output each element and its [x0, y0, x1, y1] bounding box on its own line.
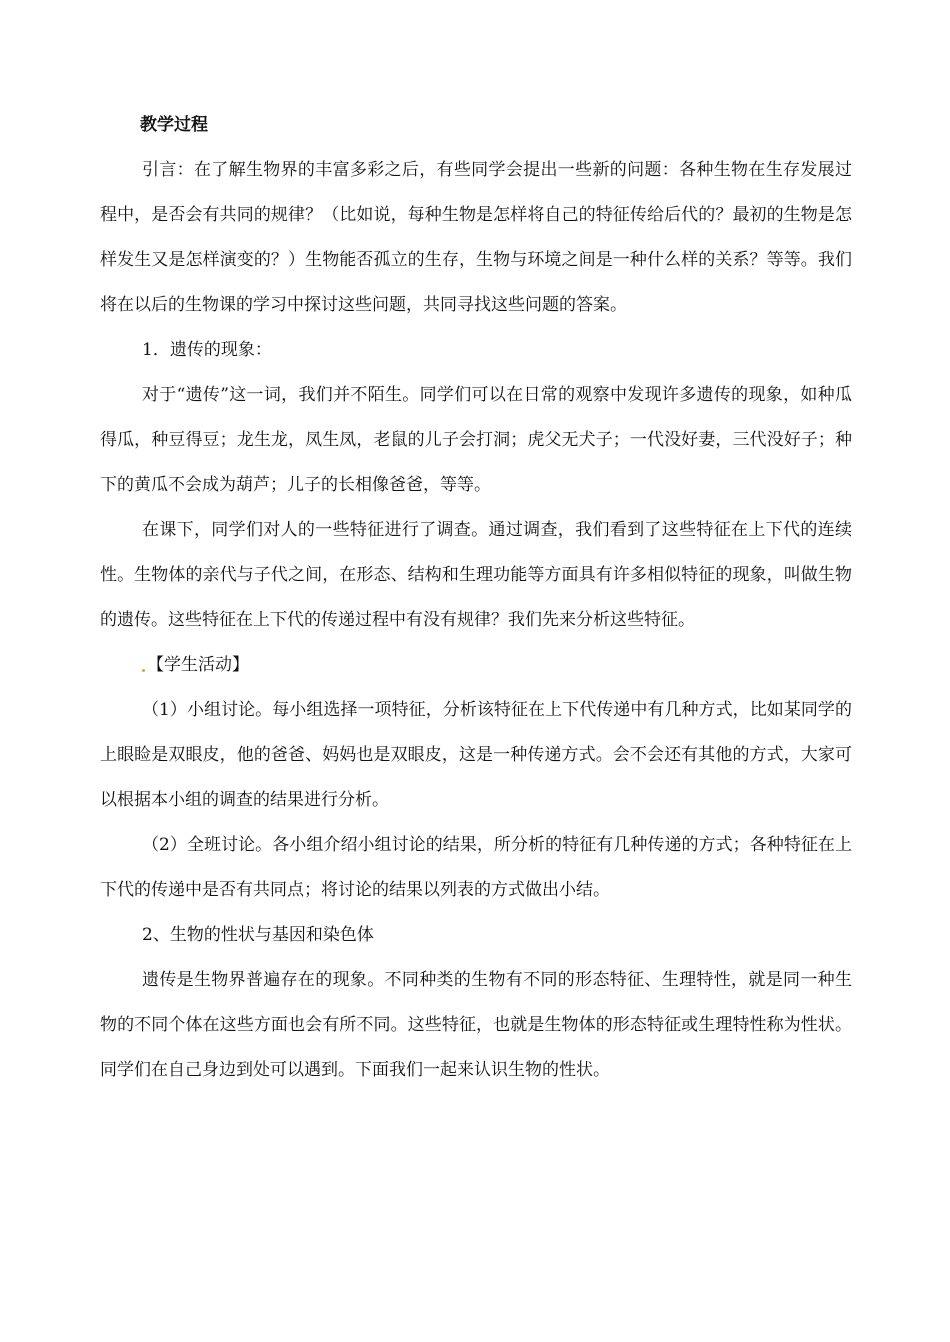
page-heading: 教学过程 — [140, 115, 208, 135]
section-1-title: 1．遗传的现象： — [142, 340, 272, 360]
marker-dot — [142, 669, 145, 672]
document-page — [100, 110, 852, 1093]
activity-item-1: （1）小组讨论。每小组选择一项特征，分析该特征在上下代传递中有几种方式，比如某同学的上眼睑是双眼皮，他的爸爸、妈妈也是双眼皮，这是一种传递方式。会不会还有其他的方式，大家可以根据本小组的调查的结果进行分析。 — [100, 700, 852, 810]
section-1-paragraph-1: 对于“遗传”这一词，我们并不陌生。同学们可以在日常的观察中发现许多遗传的现象，如种瓜得瓜，种豆得豆；龙生龙，凤生凤，老鼠的儿子会打洞；虎父无犬子；一代没好妻，三代没好子；种下的黄瓜不会成为葫芦；儿子的长相像爸爸，等等。 — [100, 385, 852, 495]
section-1-paragraph-2: 在课下，同学们对人的一些特征进行了调查。通过调查，我们看到了这些特征在上下代的连续性。生物体的亲代与子代之间，在形态、结构和生理功能等方面具有许多相似特征的现象，叫做生物的遗传。这些特征在上下代的传递过程中有没有规律？我们先来分析这些特征。 — [100, 520, 852, 630]
section-2-paragraph-1: 遗传是生物界普遍存在的现象。不同种类的生物有不同的形态特征、生理特性，就是同一种生物的不同个体在这些方面也会有所不同。这些特征，也就是生物体的形态特征或生理特性称为性状。同学们在自己身边到处可以遇到。下面我们一起来认识生物的性状。 — [100, 970, 852, 1080]
student-activity-label — [100, 643, 852, 688]
activity-item-2: （2）全班讨论。各小组介绍小组讨论的结果，所分析的特征有几种传递的方式；各种特征在上下代的传递中是否有共同点；将讨论的结果以列表的方式做出小结。 — [100, 835, 852, 900]
section-2-title: 2、生物的性状与基因和染色体 — [142, 925, 374, 945]
intro-paragraph: 引言：在了解生物界的丰富多彩之后，有些同学会提出一些新的问题：各种生物在生存发展过程中，是否会有共同的规律？（比如说，每种生物是怎样将自己的特征传给后代的？最初的生物是怎样发生又是怎样演变的？）生物能否孤立的生存，生物与环境之间是一种什么样的关系？等等。我们将在以后的生物课的学习中探讨这些问题，共同寻找这些问题的答案。 — [100, 160, 852, 315]
student-activity-label-text: 【学生活动】 — [147, 655, 249, 675]
